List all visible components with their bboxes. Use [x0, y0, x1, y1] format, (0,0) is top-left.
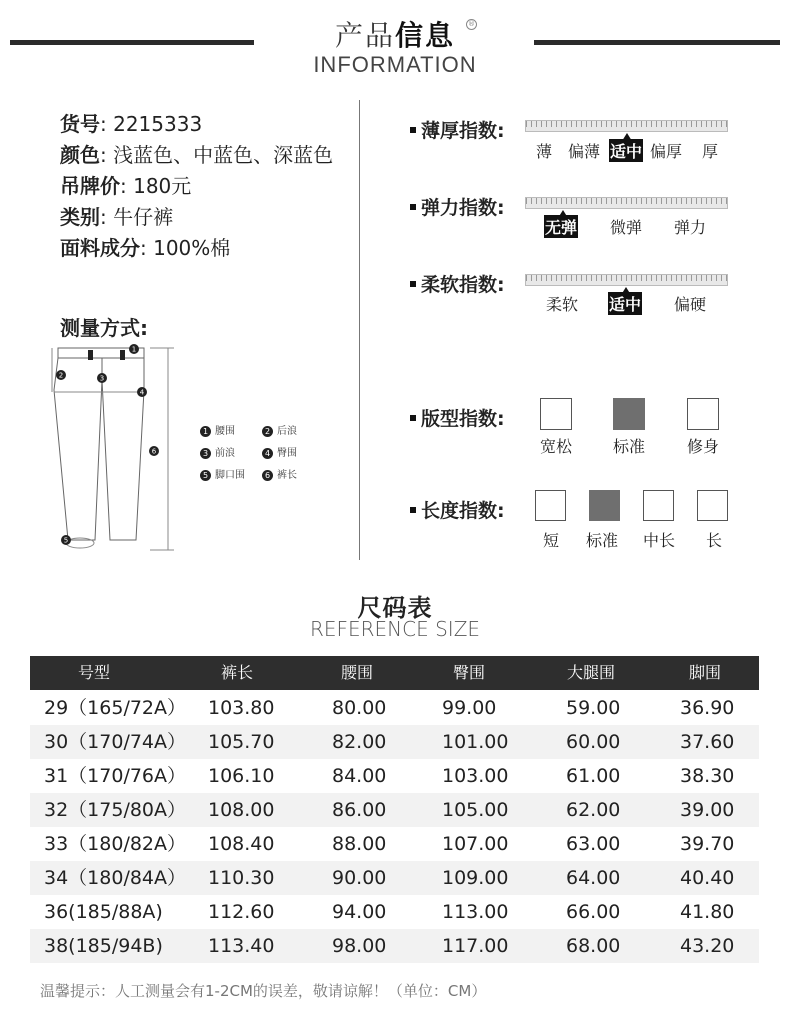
elasticity-option-stretch: 弹力	[674, 218, 707, 237]
pants-diagram	[50, 340, 180, 555]
legend-leg-opening: 5 脚口围	[200, 466, 245, 481]
table-cell: 37.60	[680, 731, 735, 753]
table-cell: 36.90	[680, 697, 735, 719]
table-cell: 38(185/94B)	[44, 935, 163, 957]
info-price: 吊牌价: 180元	[60, 174, 192, 198]
size-table-title: 尺码表	[357, 594, 433, 622]
svg-text:5: 5	[63, 536, 69, 545]
table-cell: 68.00	[566, 935, 621, 957]
thickness-option-thick: 厚	[702, 142, 719, 161]
fit-option-loose: 宽松	[540, 437, 573, 456]
table-cell: 29（165/72A）	[44, 697, 187, 719]
table-cell: 43.20	[680, 935, 735, 957]
table-cell: 113.00	[442, 901, 509, 923]
fit-box-loose	[540, 398, 572, 430]
svg-text:6: 6	[151, 447, 157, 456]
length-box-long	[697, 490, 728, 521]
table-cell: 105.70	[208, 731, 275, 753]
col-header-thigh: 大腿围	[566, 663, 615, 682]
registered-mark: ®	[468, 20, 475, 28]
vertical-divider	[359, 100, 360, 560]
thickness-label: 薄厚指数:	[410, 116, 505, 143]
length-option-short: 短	[543, 531, 560, 550]
table-cell: 32（175/80A）	[44, 799, 187, 821]
table-cell: 109.00	[442, 867, 509, 889]
softness-option-hard: 偏硬	[674, 295, 707, 314]
page-subtitle: INFORMATION	[313, 52, 477, 77]
table-cell: 40.40	[680, 867, 735, 889]
svg-text:2: 2	[58, 371, 64, 380]
table-cell: 106.10	[208, 765, 275, 787]
table-cell: 39.00	[680, 799, 735, 821]
table-cell: 63.00	[566, 833, 621, 855]
table-row	[30, 759, 759, 793]
svg-text:3: 3	[99, 374, 105, 383]
table-cell: 84.00	[332, 765, 387, 787]
length-label: 长度指数:	[410, 496, 505, 523]
legend-front-rise: 3 前浪	[200, 444, 235, 459]
table-cell: 62.00	[566, 799, 621, 821]
svg-text:4: 4	[139, 388, 145, 397]
table-row	[30, 793, 759, 827]
fit-box-slim	[687, 398, 719, 430]
table-cell: 38.30	[680, 765, 735, 787]
thickness-option-thickish: 偏厚	[650, 142, 683, 161]
table-cell: 110.30	[208, 867, 275, 889]
info-color: 颜色: 浅蓝色、中蓝色、深蓝色	[60, 143, 334, 167]
table-cell: 108.00	[208, 799, 275, 821]
softness-label: 柔软指数:	[410, 270, 505, 297]
thickness-ruler	[525, 120, 728, 132]
table-cell: 90.00	[332, 867, 387, 889]
fit-box-standard	[613, 398, 645, 430]
table-cell: 60.00	[566, 731, 621, 753]
thickness-option-thinnish: 偏薄	[568, 142, 601, 161]
table-cell: 108.40	[208, 833, 275, 855]
table-cell: 39.70	[680, 833, 735, 855]
thickness-option-thin: 薄	[536, 142, 553, 161]
table-cell: 99.00	[442, 697, 497, 719]
table-cell: 117.00	[442, 935, 509, 957]
col-header-leg-opening: 脚围	[688, 663, 721, 682]
softness-option-soft: 柔软	[546, 295, 579, 314]
table-row	[30, 929, 759, 963]
table-cell: 30（170/74A）	[44, 731, 187, 753]
table-row	[30, 827, 759, 861]
length-box-medium-long	[643, 490, 674, 521]
fit-option-slim: 修身	[687, 437, 720, 456]
table-cell: 31（170/76A）	[44, 765, 187, 787]
info-category: 类别: 牛仔裤	[60, 205, 174, 229]
fit-label: 版型指数:	[410, 404, 505, 431]
measure-title: 测量方式:	[60, 316, 148, 340]
size-table-subtitle: REFERENCE SIZE	[309, 617, 481, 641]
legend-back-rise: 2 后浪	[262, 422, 297, 437]
table-cell: 98.00	[332, 935, 387, 957]
legend-hip: 4 臀围	[262, 444, 297, 459]
table-row	[30, 895, 759, 929]
table-row	[30, 725, 759, 759]
elasticity-option-none: 无弹	[544, 215, 578, 238]
table-cell: 41.80	[680, 901, 735, 923]
table-cell: 33（180/82A）	[44, 833, 187, 855]
table-cell: 105.00	[442, 799, 509, 821]
legend-length: 6 裤长	[262, 466, 297, 481]
table-cell: 61.00	[566, 765, 621, 787]
col-header-length: 裤长	[220, 663, 253, 682]
col-header-hip: 臀围	[452, 663, 485, 682]
measurement-note: 温馨提示：人工测量会有1-2CM的误差，敬请谅解！（单位：CM）	[40, 982, 487, 1000]
table-cell: 59.00	[566, 697, 621, 719]
table-row	[30, 861, 759, 895]
legend-waist: 1 腰围	[200, 422, 235, 437]
table-cell: 103.80	[208, 697, 275, 719]
info-fabric: 面料成分: 100%棉	[60, 236, 231, 260]
table-row	[30, 691, 759, 725]
table-cell: 112.60	[208, 901, 275, 923]
length-option-standard: 标准	[586, 531, 619, 550]
fit-option-standard: 标准	[613, 437, 646, 456]
elasticity-ruler	[525, 197, 728, 209]
table-cell: 113.40	[208, 935, 275, 957]
table-cell: 82.00	[332, 731, 387, 753]
softness-option-medium: 适中	[608, 292, 642, 315]
length-box-standard	[589, 490, 620, 521]
col-header-waist: 腰围	[340, 663, 373, 682]
table-cell: 94.00	[332, 901, 387, 923]
table-cell: 80.00	[332, 697, 387, 719]
table-cell: 34（180/84A）	[44, 867, 187, 889]
table-cell: 64.00	[566, 867, 621, 889]
softness-ruler	[525, 274, 728, 286]
table-cell: 107.00	[442, 833, 509, 855]
col-header-size: 号型	[77, 663, 110, 682]
elasticity-label: 弹力指数:	[410, 193, 505, 220]
size-table-header	[30, 656, 759, 690]
table-cell: 66.00	[566, 901, 621, 923]
table-cell: 36(185/88A)	[44, 901, 163, 923]
table-cell: 103.00	[442, 765, 509, 787]
elasticity-option-slight: 微弹	[610, 218, 643, 237]
table-cell: 88.00	[332, 833, 387, 855]
table-cell: 101.00	[442, 731, 509, 753]
table-cell: 86.00	[332, 799, 387, 821]
page-title: 产品信息	[334, 19, 456, 52]
length-box-short	[535, 490, 566, 521]
info-item-number: 货号: 2215333	[60, 112, 203, 136]
length-option-long: 长	[706, 531, 723, 550]
svg-text:1: 1	[131, 345, 137, 354]
thickness-option-medium: 适中	[609, 139, 643, 162]
length-option-medium-long: 中长	[643, 531, 676, 550]
